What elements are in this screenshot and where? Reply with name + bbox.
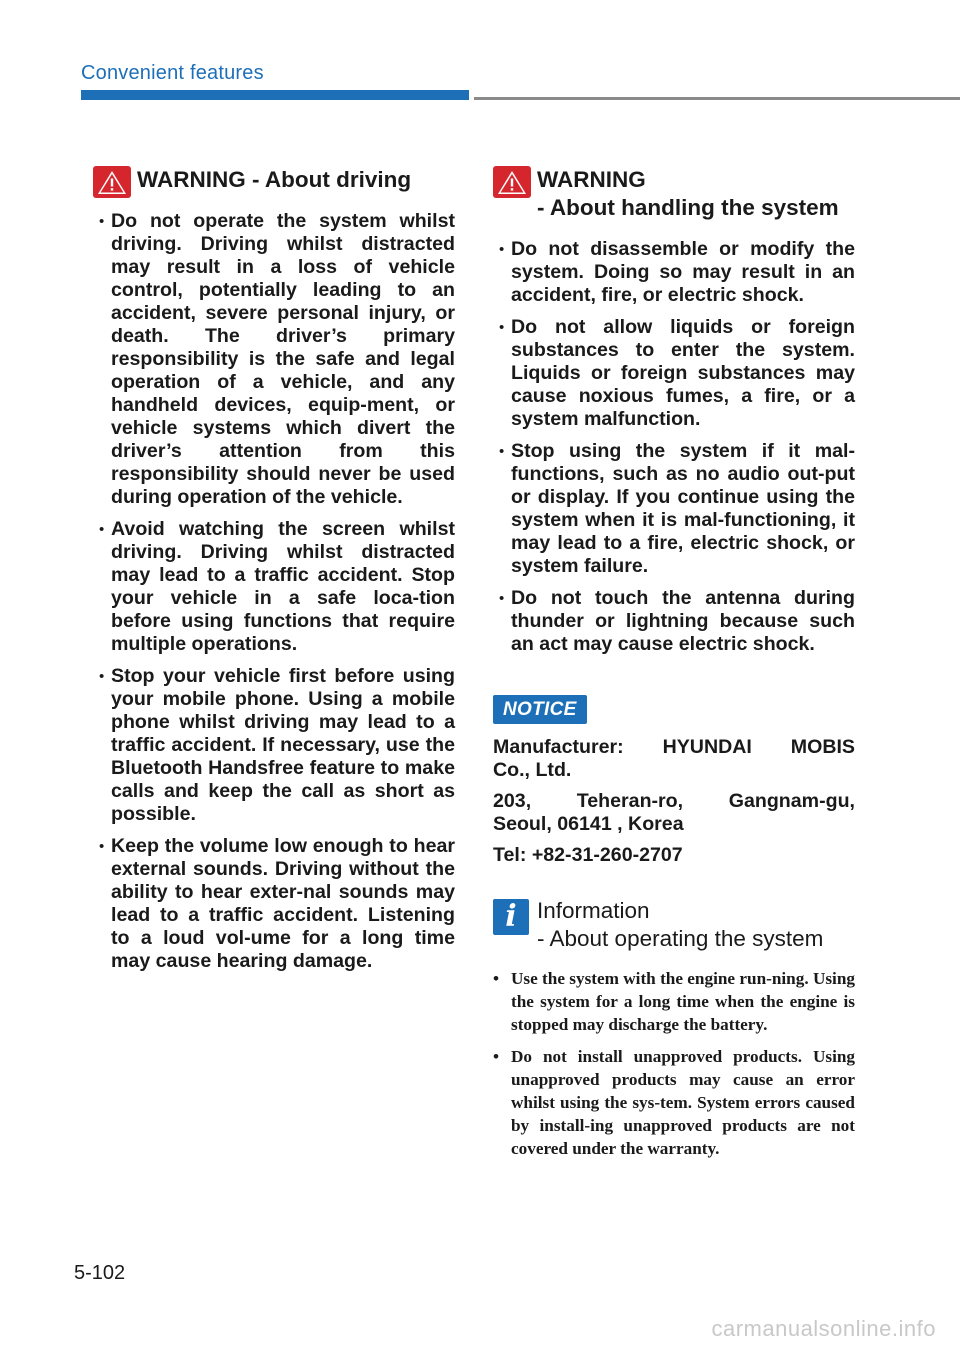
notice-badge: NOTICE [493,695,587,724]
header-rule-blue [81,90,469,100]
warning-title-line-2: - About handling the system [537,195,839,220]
list-item: • Do not disassemble or modify the system. Doing so may result in an accident, fire, or electric shock. [499,238,855,306]
warning-heading-handling [493,166,855,222]
list-item: • Do not touch the antenna during thunder or lightning because such an act may cause electric shock. [499,587,855,655]
list-item: • Do not operate the system whilst driving. Driving whilst distracted may result in a loss of vehicle control, potentially leading to an accident, severe personal injury, or death. The driver’s primary responsibility is the safe and legal operation of a vehicle, and any handheld devices, equip-ment, or vehicle systems which divert the driver’s attention from this responsibility should never be used during operation of the vehicle. [99,210,455,508]
manufacturer-text: Manufacturer: HYUNDAI MOBIS Co., Ltd. [493,736,855,781]
right-column [493,166,855,1169]
header-rule-gray [474,97,960,100]
information-heading [493,897,855,953]
list-item: • Avoid watching the screen whilst driving. Driving whilst distracted may lead to a traffic accident. Stop your vehicle in a safe loca-tion before using functions that require multiple operations. [99,518,455,655]
warning-triangle-icon [493,166,531,198]
information-title: Information - About operating the system [537,898,824,951]
information-bullet-list [493,967,855,1160]
page-number: 5-102 [74,1262,126,1284]
warning-bullet-list [93,210,455,973]
list-item: • Use the system with the engine run-ning. Using the system for a long time when the engine is stopped may discharge the battery. [493,969,855,1034]
list-item: • Do not install unapproved products. Using unapproved products may cause an error whilst using the sys-tem. System errors caused by install-ing unapproved products are not covered under the warranty. [493,1047,855,1158]
list-item: • Keep the volume low enough to hear external sounds. Driving without the ability to hear exter-nal sounds may lead to a traffic accident. Listening to a loud vol-ume for a long time may cause hearing damage. [99,835,455,972]
warning-triangle-icon [93,166,131,198]
address-text: 203, Teheran-ro, Gangnam-gu, Seoul, 06141 , Korea [493,790,855,835]
warning-title [537,166,839,222]
list-item: • Stop your vehicle first before using your mobile phone. Using a mobile phone whilst driving may lead to a traffic accident. If necessary, use the Bluetooth Handsfree feature to make calls and keep the call as short as possible. [99,665,455,825]
watermark: carmanualsonline.info [711,1316,936,1341]
telephone-text: Tel: +82-31-260-2707 [493,844,683,866]
list-item: • Stop using the system if it mal-functions, such as no audio out-put or display. If you continue using the system when it is mal-functioning, it may lead to a fire, electric shock, or system failure. [499,440,855,577]
warning-title-line-1: WARNING [537,167,646,192]
list-item: • Do not allow liquids or foreign substances to enter the system. Liquids or foreign substances may cause noxious fumes, a fire, or a system malfunction. [499,316,855,430]
info-icon: i [493,899,529,935]
section-title: Convenient features [81,62,264,84]
notice-text [493,736,855,867]
warning-title: WARNING - About driving [137,167,412,192]
warning-heading-driving [93,166,455,198]
left-column [93,166,455,982]
warning-bullet-list [493,238,855,656]
